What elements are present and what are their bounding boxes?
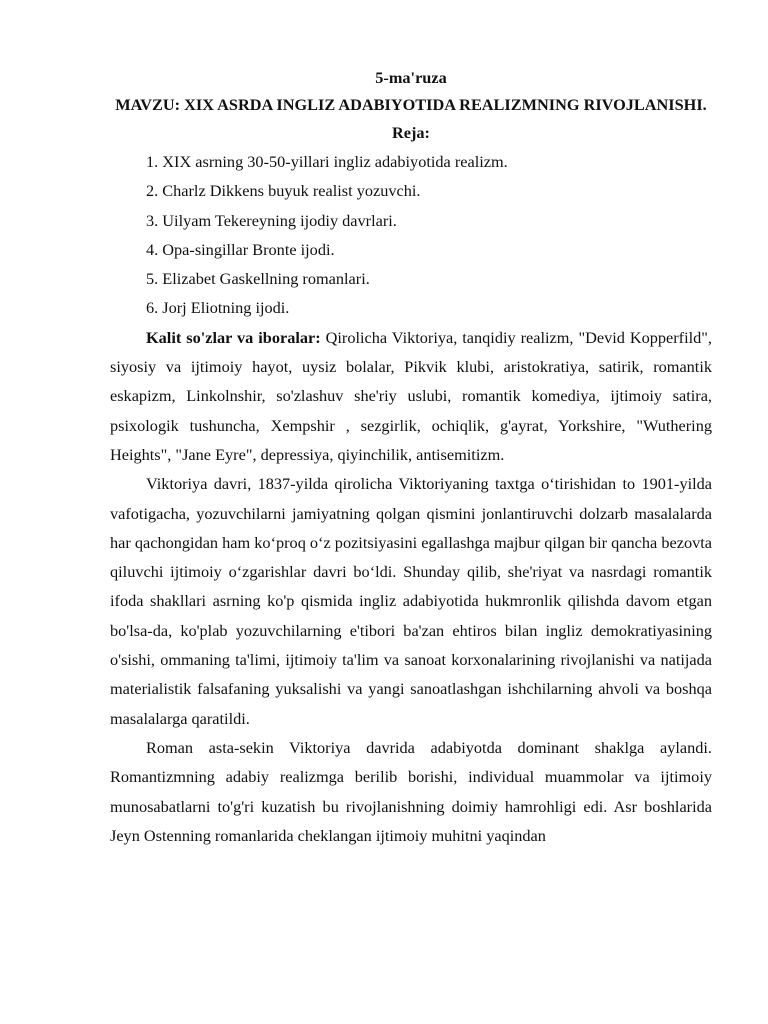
- keywords-label: Kalit so'zlar va iboralar:: [146, 327, 321, 347]
- body-paragraph: Viktoriya davri, 1837-yilda qirolicha Viktoriyaning taxtga o‘tirishidan to 1901-yilda vafotigacha, yozuvchilarni jamiyatning qolgan qismini jonlantiruvchi dolzarb masalalarda har qachongidan ham ko‘proq o‘z pozitsiyasini egallashga majbur qilgan bir qancha bezovta qiluvchi ijtimoiy o‘zgarishlar davri bo‘ldi. Shunday qilib, she'riyat va nasrdagi romantik ifoda shakllari asrning ko'p qismida ingliz adabiyotida hukmronlik qilishda davom etgan bo'lsa-da, ko'plab yozuvchilarning e'tibori ba'zan ehtiros bilan ingliz demokratiyasining o'sishi, ommaning ta'limi, ijtimoiy ta'lim va sanoat korxonalarining rivojlanishi va natijada materialistik falsafaning yuksalishi va yangi sanoatlashgan ishchilarning ahvoli va boshqa masalalarga qaratildi.: [110, 474, 712, 728]
- document-page: [110, 64, 712, 850]
- plan-item: 5. Elizabet Gaskellning romanlari.: [146, 269, 370, 289]
- plan-item: 4. Opa-singillar Bronte ijodi.: [146, 239, 335, 259]
- lecture-number: 5-ma'ruza: [375, 68, 447, 87]
- plan-title: Reja:: [392, 123, 430, 142]
- plan-item: 2. Charlz Dikkens buyuk realist yozuvchi.: [146, 181, 421, 201]
- keywords-paragraph: [110, 323, 712, 469]
- keywords-text: Qirolicha Viktoriya, tanqidiy realizm, "Devid Kopperfild", siyosiy va ijtimoiy hayot, uysiz bolalar, Pikvik klubi, aristokratiya, satirik, romantik eskapizm, Linkolnshir, so'zlashuv she'riy uslubi, romantik komediya, ijtimoiy satira, psixologik tushuncha, Xempshir , sezgirlik, ochiqlik, g'ayrat, Yorkshire, "Wuthering Heights", "Jane Eyre", depressiya, qiyinchilik, antisemitizm.: [110, 327, 712, 464]
- plan-item: 6. Jorj Eliotning ijodi.: [146, 298, 290, 318]
- lecture-topic: MAVZU: XIX ASRDA INGLIZ ADABIYOTIDA REALIZMNING RIVOJLANISHI.: [115, 95, 707, 114]
- body-paragraph: Roman asta-sekin Viktoriya davrida adabiyotda dominant shaklga aylandi. Romantizmning adabiy realizmga berilib borishi, individual muammolar va ijtimoiy munosabatlarni to'g'ri kuzatish bu rivojlanishning doimiy hamrohligi edi. Asr boshlarida Jeyn Ostenning romanlarida cheklangan ijtimoiy muhitni yaqindan: [110, 737, 712, 845]
- plan-item: 3. Uilyam Tekereyning ijodiy davrlari.: [146, 210, 397, 230]
- plan-item: 1. XIX asrning 30-50-yillari ingliz adabiyotida realizm.: [146, 152, 508, 171]
- plan-list: [110, 147, 712, 323]
